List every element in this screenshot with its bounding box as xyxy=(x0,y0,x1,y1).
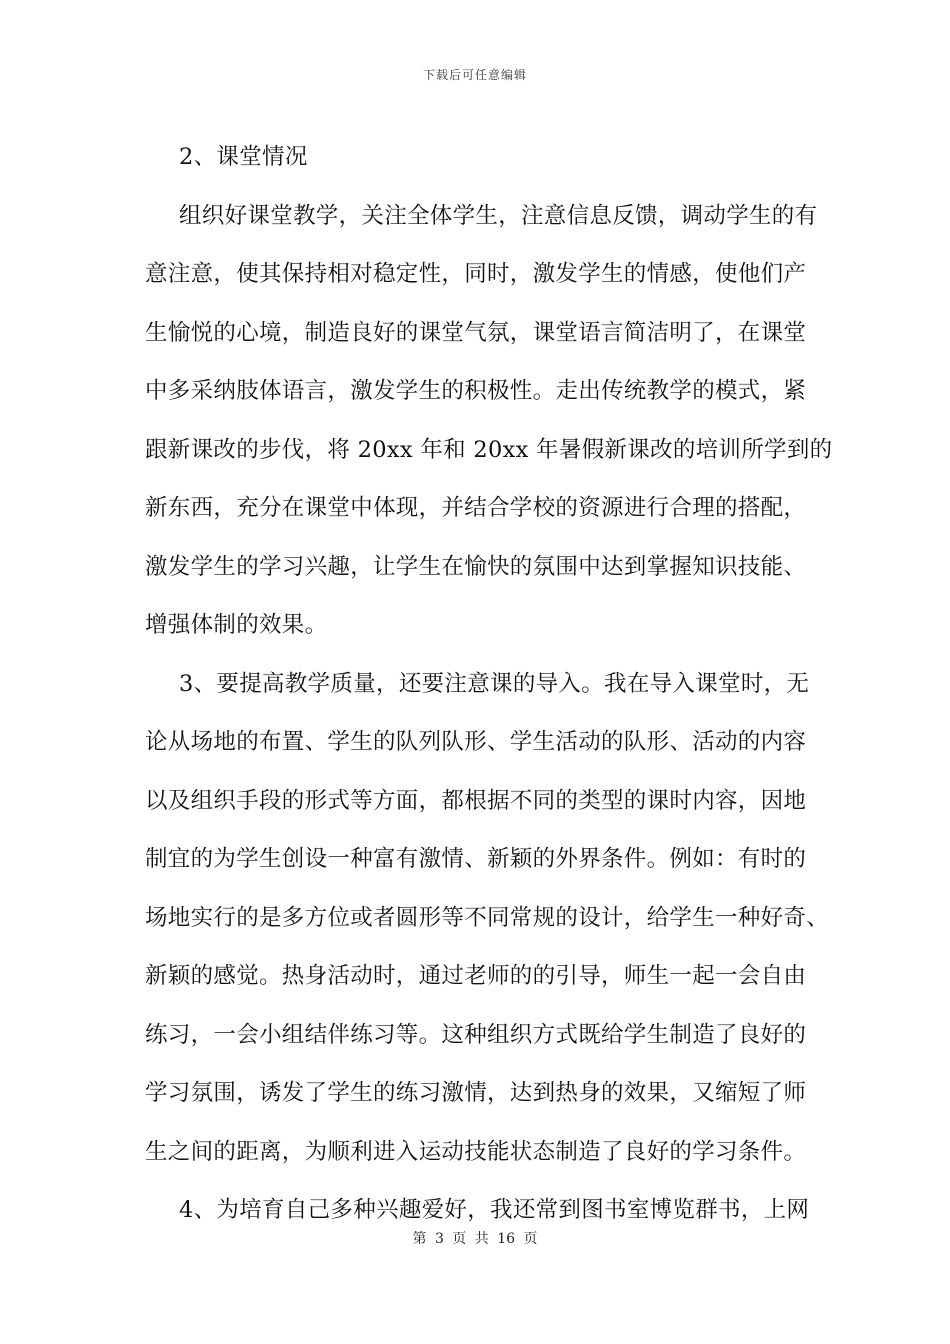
paragraph-line: 生之间的距离，为顺利进入运动技能状态制造了良好的学习条件。 xyxy=(145,1138,807,1165)
paragraph-line: 跟新课改的步伐，将 20xx 年和 20xx 年暑假新课改的培训所学到的 xyxy=(145,436,833,463)
paragraph-line: 制宜的为学生创设一种富有激情、新颖的外界条件。例如：有时的 xyxy=(145,846,807,872)
paragraph-line: 学习氛围，诱发了学生的练习激情，达到热身的效果，又缩短了师 xyxy=(145,1080,807,1106)
paragraph-line: 练习，一会小组结伴练习等。这种组织方式既给学生制造了良好的 xyxy=(145,1021,807,1048)
section-heading: 2、课堂情况 xyxy=(179,144,308,170)
paragraph-line: 组织好课堂教学，关注全体学生，注意信息反馈，调动学生的有 xyxy=(179,202,818,229)
page-footer: 第 3 页 共 16 页 xyxy=(412,1231,538,1247)
paragraph-line: 激发学生的学习兴趣，让学生在愉快的氛围中达到掌握知识技能、 xyxy=(145,553,807,580)
paragraph-line: 中多采纳肢体语言，激发学生的积极性。走出传统教学的模式，紧 xyxy=(145,378,807,404)
paragraph-line: 场地实行的是多方位或者圆形等不同常规的设计，给学生一种好奇、 xyxy=(145,904,830,931)
paragraph-line: 生愉悦的心境，制造良好的课堂气氛，课堂语言简洁明了，在课堂 xyxy=(145,319,807,346)
paragraph-line: 论从场地的布置、学生的队列队形、学生活动的队形、活动的内容 xyxy=(145,729,807,755)
paragraph-line: 增强体制的效果。 xyxy=(145,612,328,638)
page-header: 下载后可任意编辑 xyxy=(422,68,527,82)
paragraph-line: 4、为培育自己多种兴趣爱好，我还常到图书室博览群书，上网 xyxy=(179,1197,810,1223)
paragraph-line: 意注意，使其保持相对稳定性，同时，激发学生的情感，使他们产 xyxy=(145,261,807,287)
paragraph-line: 新颖的感觉。热身活动时，通过老师的的引导，师生一起一会自由 xyxy=(145,963,807,989)
paragraph-line: 3、要提高教学质量，还要注意课的导入。我在导入课堂时，无 xyxy=(179,670,810,697)
paragraph-line: 新东西，充分在课堂中体现，并结合学校的资源进行合理的搭配， xyxy=(145,495,807,521)
document-body xyxy=(145,128,833,1240)
paragraph-line: 以及组织手段的形式等方面，都根据不同的类型的课时内容，因地 xyxy=(145,787,807,814)
